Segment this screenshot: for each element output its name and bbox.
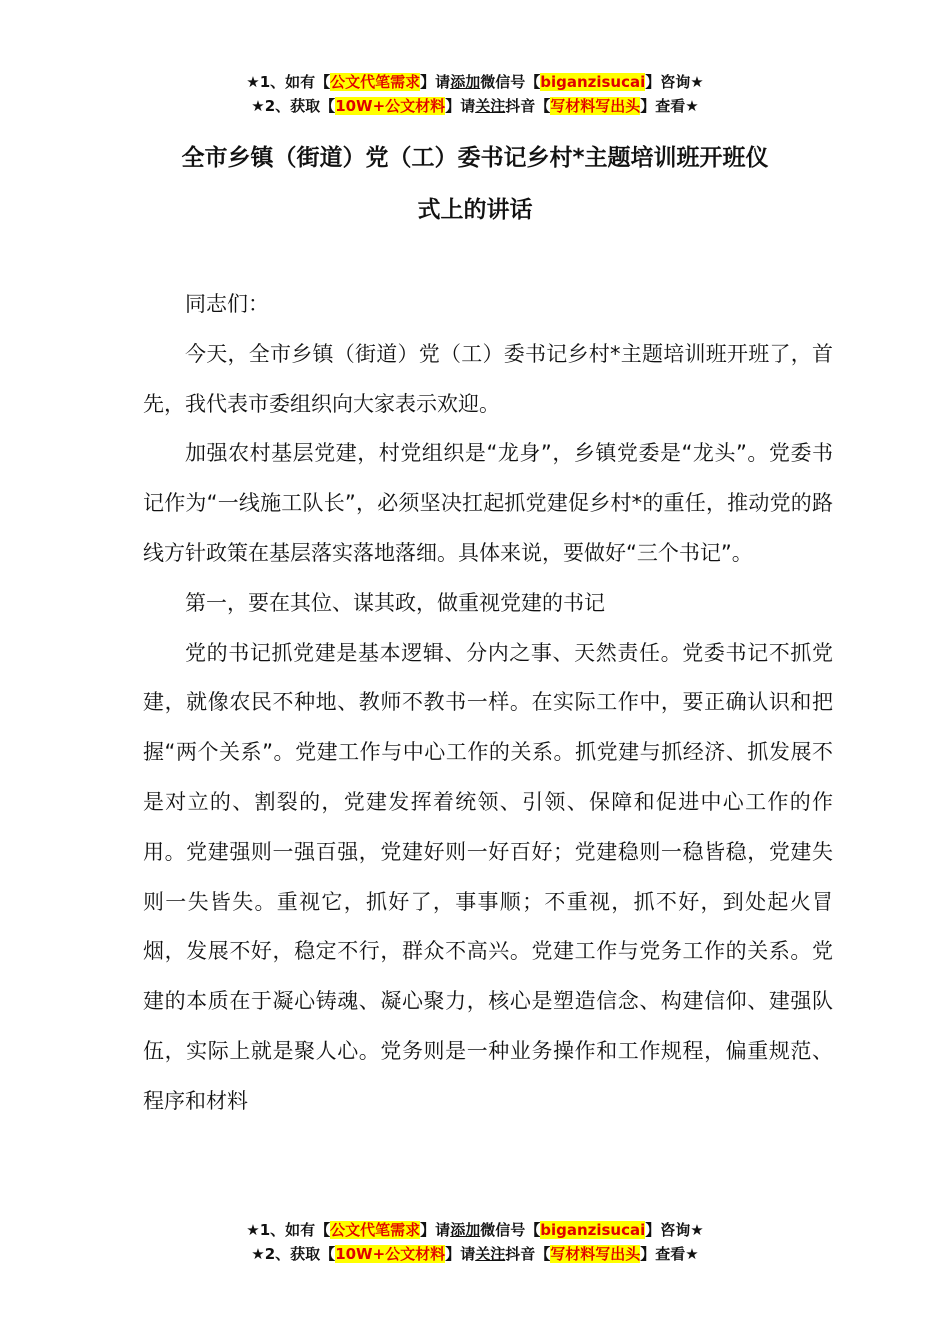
banner-line-2 <box>0 1242 950 1266</box>
banner-text: 】查看★ <box>640 1245 699 1263</box>
footer-banner <box>0 1218 950 1266</box>
banner-text: ★2、获取【 <box>251 97 336 115</box>
banner-text: ★1、如有【 <box>246 73 331 91</box>
header-banner <box>0 70 950 118</box>
banner-highlight: 写材料写出头 <box>550 1245 641 1263</box>
title-line-2: 式上的讲话 <box>417 197 533 223</box>
document-title <box>100 132 850 236</box>
paragraph: 加强农村基层党建，村党组织是“龙身”，乡镇党委是“龙头”。党委书记作为“一线施工队长”，必须坚决扛起抓党建促乡村*的重任，推动党的路线方针政策在基层落实落地落细。具体来说，要做好“三个书记”。 <box>143 441 833 565</box>
banner-underline: 添加 <box>450 1221 481 1239</box>
banner-line-2 <box>0 94 950 118</box>
banner-text: 微信号【 <box>480 73 541 91</box>
banner-highlight: 10W+公文材料 <box>335 97 446 115</box>
banner-text: 】请 <box>420 73 451 91</box>
banner-text: 】请 <box>445 1245 476 1263</box>
banner-text: 微信号【 <box>480 1221 541 1239</box>
banner-text: 抖音【 <box>505 1245 551 1263</box>
banner-text: ★1、如有【 <box>246 1221 331 1239</box>
section-heading: 第一，要在其位、谋其政，做重视党建的书记 <box>185 590 605 615</box>
banner-underline: 关注 <box>475 1245 506 1263</box>
banner-text: 】请 <box>445 97 476 115</box>
banner-line-1 <box>0 1218 950 1242</box>
banner-highlight: 10W+公文材料 <box>335 1245 446 1263</box>
banner-text: 】查看★ <box>640 97 699 115</box>
banner-text: 抖音【 <box>505 97 551 115</box>
banner-highlight: 公文代笔需求 <box>330 1221 421 1239</box>
banner-line-1 <box>0 70 950 94</box>
banner-text: 】请 <box>420 1221 451 1239</box>
title-line-1: 全市乡镇（街道）党（工）委书记乡村*主题培训班开班仪 <box>181 145 769 171</box>
document-body <box>143 280 833 1127</box>
banner-highlight: biganzisucai <box>540 1221 646 1239</box>
banner-text: ★2、获取【 <box>251 1245 336 1263</box>
banner-highlight: 写材料写出头 <box>550 97 641 115</box>
banner-text: 】咨询★ <box>645 1221 704 1239</box>
banner-highlight: 公文代笔需求 <box>330 73 421 91</box>
banner-underline: 添加 <box>450 73 481 91</box>
banner-text: 】咨询★ <box>645 73 704 91</box>
paragraph: 党的书记抓党建是基本逻辑、分内之事、天然责任。党委书记不抓党建，就像农民不种地、教师不教书一样。在实际工作中，要正确认识和把握“两个关系”。党建工作与中心工作的关系。抓党建与抓经济、抓发展不是对立的、割裂的，党建发挥着统领、引领、保障和促进中心工作的作用。党建强则一强百强，党建好则一好百好；党建稳则一稳皆稳，党建失则一失皆失。重视它，抓好了，事事顺；不重视，抓不好，到处起火冒烟，发展不好，稳定不行，群众不高兴。党建工作与党务工作的关系。党建的本质在于凝心铸魂、凝心聚力，核心是塑造信念、构建信仰、建强队伍，实际上就是聚人心。党务则是一种业务操作和工作规程，偏重规范、程序和材料 <box>143 640 833 1113</box>
paragraph: 今天，全市乡镇（街道）党（工）委书记乡村*主题培训班开班了，首先，我代表市委组织向大家表示欢迎。 <box>143 341 833 416</box>
banner-underline: 关注 <box>475 97 506 115</box>
salutation: 同志们： <box>185 292 269 316</box>
banner-highlight: biganzisucai <box>540 73 646 91</box>
